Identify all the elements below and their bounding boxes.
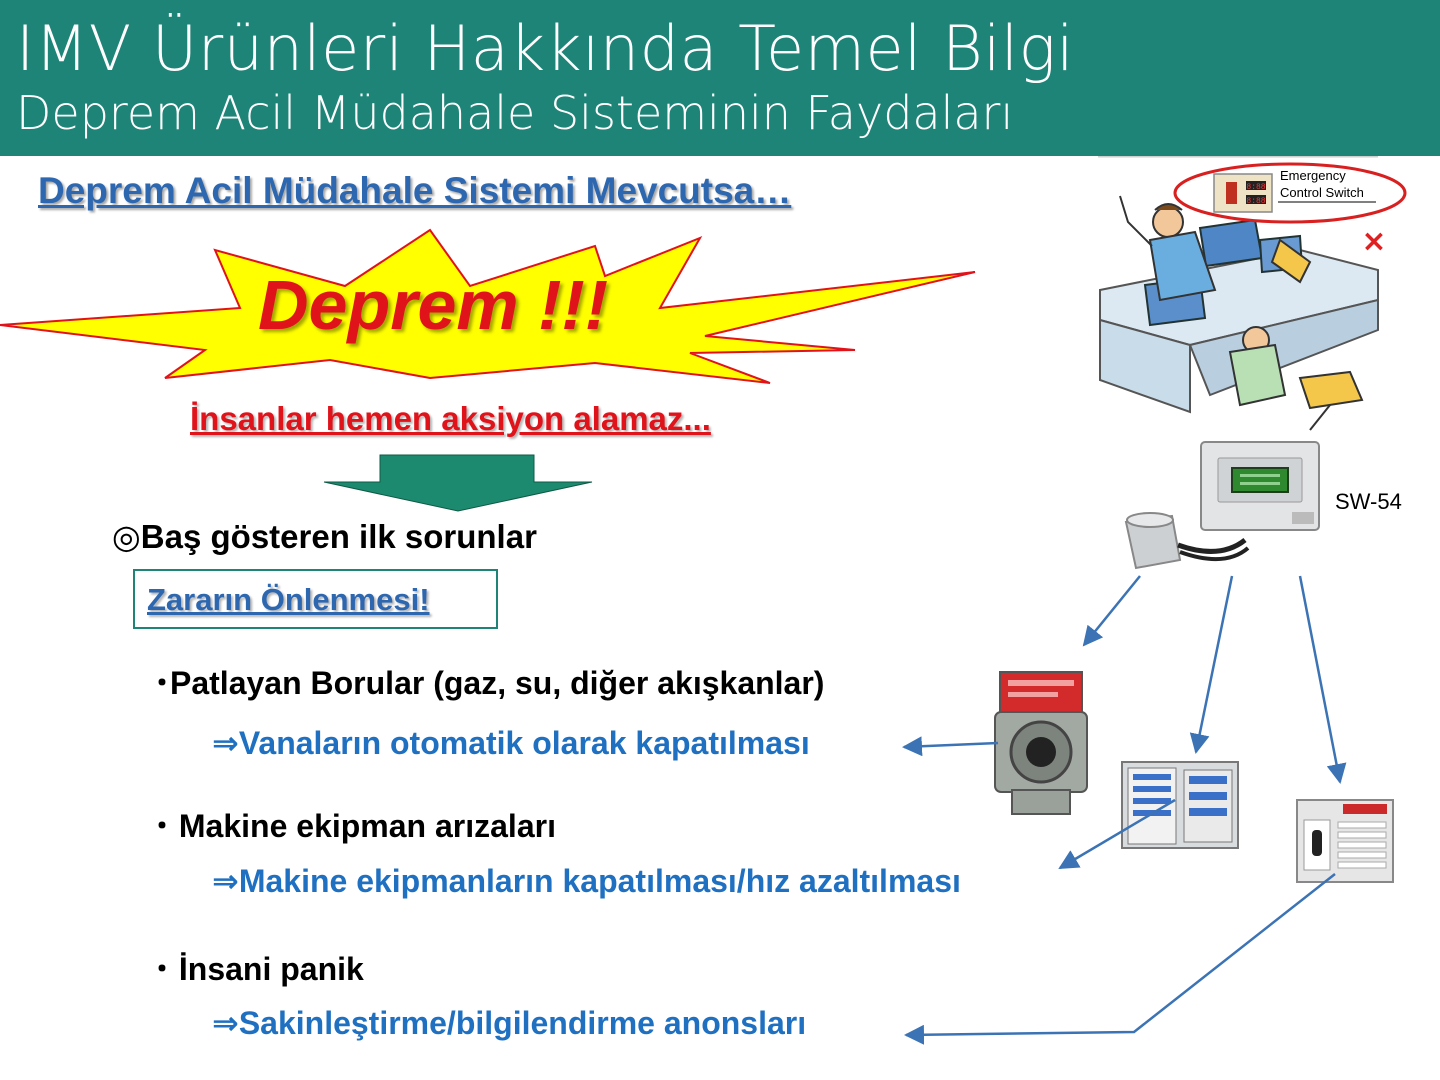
arrow-valve-to-text <box>904 743 998 747</box>
x-mark-icon: × <box>1361 224 1387 259</box>
office-panic-illustration <box>1098 156 1405 430</box>
sw54-label: SW-54 <box>1335 489 1402 514</box>
page-subtitle: Deprem Acil Müdahale Sisteminin Faydaları <box>16 86 1014 140</box>
digit-display: 8:88 <box>1246 183 1266 192</box>
switch-label-line2: Control Switch <box>1280 185 1364 200</box>
intro-heading: Deprem Acil Müdahale Sistemi Mevcutsa… <box>38 170 792 211</box>
issues-heading: ◎Baş gösteren ilk sorunlar <box>112 518 537 555</box>
announcement-panel-illustration <box>1297 800 1393 882</box>
digit-display-2: 8:88 <box>1246 197 1266 206</box>
arrow-to-panel <box>1196 576 1232 752</box>
solution-valves: ⇒Vanaların otomatik olarak kapatılması <box>212 725 810 761</box>
earthquake-alert-text: Deprem !!! <box>258 266 609 344</box>
machine-control-panel-illustration <box>1122 762 1238 848</box>
problem-pipes: ･Patlayan Borular (gaz, su, diğer akışkanlar) <box>154 665 825 701</box>
switch-label-line1: Emergency <box>1280 168 1346 183</box>
solution-machines: ⇒Makine ekipmanların kapatılması/hız azaltılması <box>212 863 961 899</box>
solution-announcements: ⇒Sakinleştirme/bilgilendirme anonsları <box>212 1005 807 1041</box>
problem-panic: ･ İnsani panik <box>154 951 364 987</box>
no-action-warning: İnsanlar hemen aksiyon alamaz... <box>190 400 711 437</box>
damage-prevention-label: Zararın Önlenmesi! <box>147 582 430 617</box>
arrow-to-valve <box>1084 576 1140 645</box>
gas-shutoff-valve-illustration <box>995 672 1087 814</box>
page-title: IMV Ürünleri Hakkında Temel Bilgi <box>16 12 1075 85</box>
sw54-device-illustration <box>1126 442 1319 568</box>
arrow-pa-to-text <box>906 874 1335 1035</box>
problem-machines: ･ Makine ekipman arızaları <box>154 808 556 844</box>
arrow-to-pa <box>1300 576 1340 782</box>
